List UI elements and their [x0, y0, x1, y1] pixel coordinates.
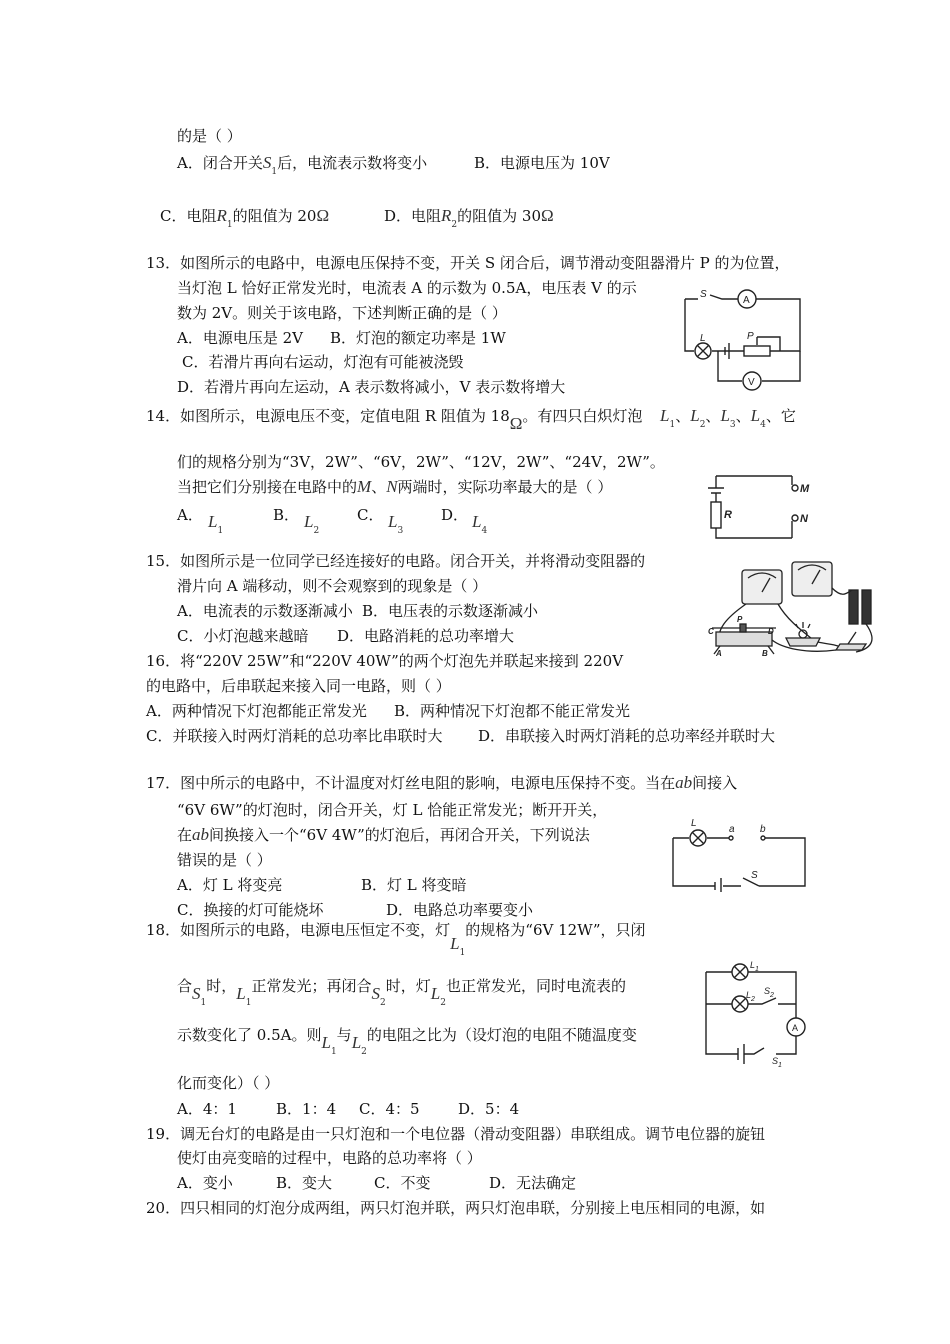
fig17-label-s: S: [751, 870, 758, 881]
fig15-label-d: D: [768, 627, 774, 636]
q14-option-b-value: $L_2$: [304, 512, 320, 536]
q14-option-b: B．: [273, 506, 300, 524]
q15-option-c: C．小灯泡越来越暗: [177, 627, 309, 645]
q12-option-a: A．闭合开关$S_1$后，电流表示数将变小: [177, 153, 428, 177]
q14-stem-line3: 当把它们分别接在电路中的M、N两端时，实际功率最大的是（ ）: [177, 477, 613, 496]
q16-option-b: B．两种情况下灯泡都不能正常发光: [394, 702, 631, 720]
q14-stem-line1: 14．如图所示，电源电压不变，定值电阻 R 阻值为 18Ω。有四只白炽灯泡 $L_1$、$L_2$、$L_3$、$L_4$、它: [146, 406, 796, 433]
q14-option-d: D．: [441, 506, 469, 524]
q18-option-c: C．4：5: [359, 1100, 420, 1118]
q14-circuit-diagram: [700, 466, 815, 546]
q19-option-d: D．无法确定: [489, 1174, 577, 1192]
q16-option-d: D．串联接入时两灯消耗的总功率经并联时大: [478, 727, 776, 745]
q18-option-b: B．1：4: [276, 1100, 337, 1118]
fig18-label-l2: $L_2$: [746, 990, 755, 1003]
q12-option-c: C．电阻$R_1$的阻值为 20Ω: [160, 206, 330, 230]
fig18-label-s1: $S_1$: [772, 1056, 782, 1068]
q14-option-c-value: $L_3$: [388, 512, 404, 536]
fig14-label-r: R: [724, 509, 732, 521]
q17-stem-line2: “6V 6W”的灯泡时，闭合开关，灯 L 恰能正常发光；断开开关，: [177, 801, 608, 819]
q19-option-b: B．变大: [276, 1174, 333, 1192]
q15-stem-line2: 滑片向 A 端移动，则不会观察到的现象是（ ）: [177, 577, 488, 595]
q16-option-c: C．并联接入时两灯消耗的总功率比串联时大: [146, 727, 443, 745]
q19-stem-line1: 19．调无台灯的电路是由一只灯泡和一个电位器（滑动变阻器）串联组成。调节电位器的旋钮: [146, 1125, 766, 1143]
fig15-label-c: C: [708, 627, 714, 636]
q13-stem-line2: 当灯泡 L 恰好正常发光时，电流表 A 的示数为 0.5A，电压表 V 的示: [177, 279, 637, 297]
q14-stem-line2: 们的规格分别为“3V，2W”、“6V，2W”、“12V，2W”、“24V，2W”。: [177, 453, 665, 471]
q17-option-a: A．灯 L 将变亮: [177, 876, 283, 894]
q16-stem-line1: 16．将“220V 25W”和“220V 40W”的两个灯泡先并联起来接到 220V: [146, 652, 624, 670]
q19-option-a: A．变小: [177, 1174, 233, 1192]
fig17-label-a: a: [729, 824, 735, 835]
fig15-label-b: B: [762, 649, 768, 658]
q20-stem-line1: 20．四只相同的灯泡分成两组，两只灯泡并联，两只灯泡串联，分别接上电压相同的电源，如: [146, 1199, 766, 1217]
fig14-label-m: M: [800, 483, 810, 495]
q18-stem-line3: 示数变化了 0.5A。则$L_1$与$L_2$的电阻之比为（设灯泡的电阻不随温度变: [177, 1026, 637, 1057]
q17-stem-line3: 在ab间换接入一个“6V 4W”的灯泡后，再闭合开关，下列说法: [177, 825, 590, 844]
q17-stem-line4: 错误的是（ ）: [177, 851, 272, 869]
fig18-label-a: A: [792, 1023, 799, 1033]
fig18-label-l1: $L_1$: [750, 960, 759, 973]
fig15-label-a: A: [716, 649, 722, 658]
q15-option-a: A．电流表的示数逐渐减小: [177, 602, 353, 620]
fig14-label-n: N: [800, 513, 808, 525]
q18-option-d: D．5：4: [458, 1100, 520, 1118]
q17-option-b: B．灯 L 将变暗: [361, 876, 467, 894]
q17-circuit-diagram: [665, 812, 813, 892]
q14-option-a: A．: [177, 506, 203, 524]
q14-option-d-value: $L_4$: [472, 512, 488, 536]
q18-stem-line4: 化而变化）（ ）: [177, 1074, 280, 1092]
fig15-label-p: P: [737, 615, 743, 624]
q17-option-d: D．电路总功率要变小: [386, 901, 534, 919]
q19-option-c: C．不变: [374, 1174, 431, 1192]
fig13-label-s: S: [700, 289, 707, 300]
q13-stem-line3: 数为 2V。则关于该电路，下述判断正确的是（ ）: [177, 304, 507, 322]
q13-option-b: B．灯泡的额定功率是 1W: [330, 329, 506, 347]
fig17-label-l: L: [691, 818, 697, 829]
fig13-label-p: P: [747, 331, 754, 342]
q13-option-c: C．若滑片再向右运动，灯泡有可能被浇毁: [182, 353, 464, 371]
q15-option-d: D．电路消耗的总功率增大: [337, 627, 515, 645]
q18-stem-line1: 18．如图所示的电路，电源电压恒定不变，灯$L_1$的规格为“6V 12W”，只闭: [146, 921, 646, 958]
q13-stem-line1: 13．如图所示的电路中，电源电压保持不变，开关 S 闭合后，调节滑动变阻器滑片 P 的为位置，: [146, 254, 790, 272]
q12-stem-tail: 的是（ ）: [177, 127, 242, 145]
q16-option-a: A．两种情况下灯泡都能正常发光: [146, 702, 367, 720]
q15-stem-line1: 15．如图所示是一位同学已经连接好的电路。闭合开关，并将滑动变阻器的: [146, 552, 646, 570]
q15-option-b: B．电压表的示数逐渐减小: [362, 602, 539, 620]
q17-stem-line1: 17．图中所示的电路中，不计温度对灯丝电阻的影响，电源电压保持不变。当在ab间接入: [146, 773, 738, 792]
q13-option-a: A．电源电压是 2V: [177, 329, 303, 347]
q13-circuit-diagram: [680, 285, 810, 395]
q18-option-a: A．4：1: [177, 1100, 237, 1118]
fig13-label-l: L: [700, 333, 706, 344]
q14-option-c: C．: [357, 506, 384, 524]
q17-option-c: C．换接的灯可能烧坏: [177, 901, 324, 919]
fig18-label-s2: $S_2$: [764, 986, 774, 999]
q19-stem-line2: 使灯由亮变暗的过程中，电路的总功率将（ ）: [177, 1149, 482, 1167]
q16-stem-line2: 的电路中，后串联起来接入同一电路，则（ ）: [146, 677, 451, 695]
q14-option-a-value: $L_1$: [208, 512, 224, 536]
q12-option-b: B．电源电压为 10V: [474, 154, 610, 172]
q18-circuit-diagram: [700, 958, 810, 1068]
q15-apparatus-illustration: [706, 558, 886, 668]
q13-option-d: D．若滑片再向左运动，A 表示数将减小，V 表示数将增大: [177, 378, 566, 396]
q18-stem-line2: 合$S_1$时，$L_1$正常发光；再闭合$S_2$时，灯$L_2$也正常发光，同时电流表的: [177, 977, 626, 1008]
fig13-label-v: V: [748, 377, 755, 388]
q12-option-d: D．电阻$R_2$的阻值为 30Ω: [384, 206, 554, 230]
fig17-label-b: b: [760, 824, 766, 835]
fig13-label-a: A: [743, 295, 750, 306]
